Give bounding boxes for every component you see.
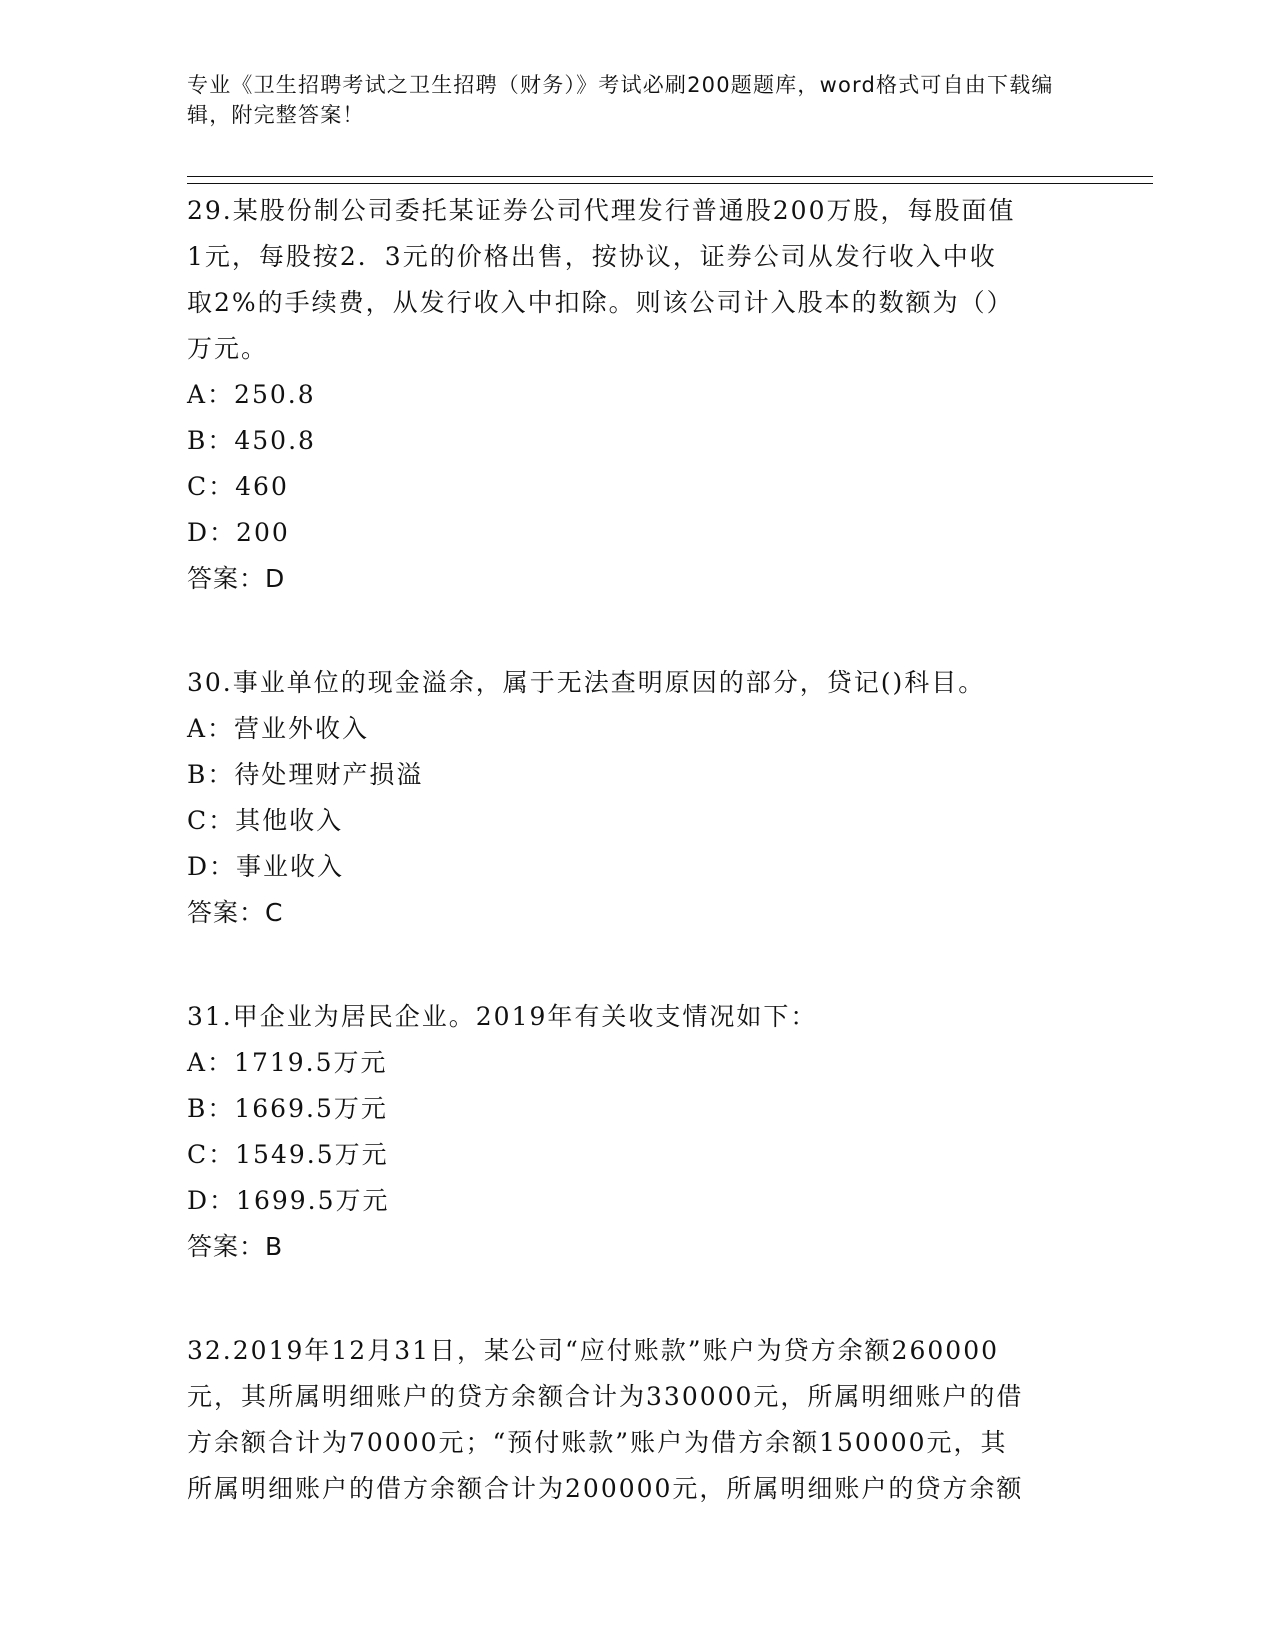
header-divider-top bbox=[187, 176, 1153, 177]
option-a: A：1719.5万元 bbox=[187, 1048, 388, 1077]
question-text-line: 30.事业单位的现金溢余，属于无法查明原因的部分，贷记()科目。 bbox=[187, 668, 986, 697]
option-d: D：200 bbox=[187, 518, 290, 547]
answer-label: 答案：C bbox=[187, 898, 284, 927]
spacer bbox=[187, 1270, 1087, 1328]
option-b: B：1669.5万元 bbox=[187, 1094, 388, 1123]
question-text-line: 32.2019年12月31日，某公司“应付账款”账户为贷方余额260000 bbox=[187, 1336, 1000, 1365]
question-31 bbox=[187, 994, 1087, 1270]
question-text-line: 1元，每股按2．3元的价格出售，按协议，证券公司从发行收入中收 bbox=[187, 242, 997, 271]
question-text-line: 取2%的手续费，从发行收入中扣除。则该公司计入股本的数额为（） bbox=[187, 288, 1014, 317]
option-c: C：460 bbox=[187, 472, 289, 501]
option-a: A：250.8 bbox=[187, 380, 316, 409]
spacer bbox=[187, 936, 1087, 994]
header-divider-bottom bbox=[187, 183, 1153, 184]
option-b: B：待处理财产损溢 bbox=[187, 760, 424, 789]
answer-label: 答案：D bbox=[187, 564, 286, 593]
question-text-line: 所属明细账户的借方余额合计为200000元，所属明细账户的贷方余额 bbox=[187, 1474, 1024, 1503]
option-d: D：1699.5万元 bbox=[187, 1186, 390, 1215]
question-list bbox=[187, 188, 1087, 1512]
question-text-line: 万元。 bbox=[187, 334, 269, 363]
option-d: D：事业收入 bbox=[187, 852, 345, 881]
question-30 bbox=[187, 660, 1087, 936]
question-text-line: 元，其所属明细账户的贷方余额合计为330000元，所属明细账户的借 bbox=[187, 1382, 1024, 1411]
option-b: B：450.8 bbox=[187, 426, 316, 455]
answer-label: 答案：B bbox=[187, 1232, 284, 1261]
question-text-line: 31.甲企业为居民企业。2019年有关收支情况如下： bbox=[187, 1002, 818, 1031]
document-header: 专业《卫生招聘考试之卫生招聘（财务）》考试必刷200题题库，word格式可自由下载编辑，附完整答案！ bbox=[187, 73, 1054, 127]
option-a: A：营业外收入 bbox=[187, 714, 370, 743]
question-text-line: 方余额合计为70000元；“预付账款”账户为借方余额150000元，其 bbox=[187, 1428, 1008, 1457]
question-32 bbox=[187, 1328, 1087, 1512]
spacer bbox=[187, 602, 1087, 660]
question-text-line: 29.某股份制公司委托某证券公司代理发行普通股200万股，每股面值 bbox=[187, 196, 1016, 225]
question-29 bbox=[187, 188, 1087, 602]
option-c: C：其他收入 bbox=[187, 806, 344, 835]
option-c: C：1549.5万元 bbox=[187, 1140, 389, 1169]
